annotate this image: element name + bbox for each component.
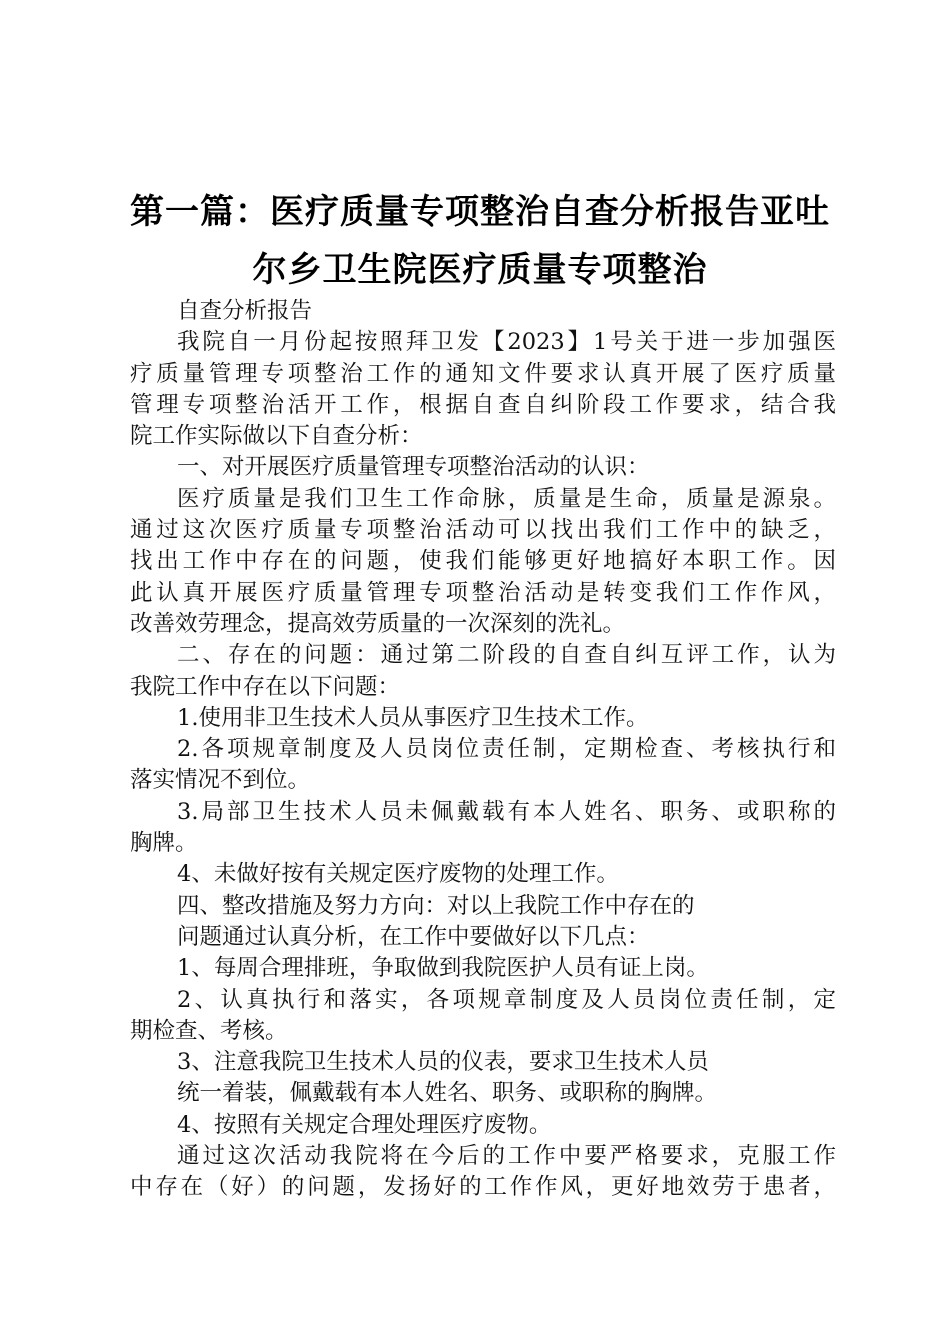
body-line: 通过这次医疗质量专项整治活动可以找出我们工作中的缺乏， [130,517,836,544]
body-line: 4、未做好按有关规定医疗废物的处理工作。 [177,861,619,888]
body-line: 2.各项规章制度及人员岗位责任制，定期检查、考核执行和 [177,736,836,763]
body-line: 改善效劳理念，提高效劳质量的一次深刻的洗礼。 [130,610,626,637]
body-line: 4、按照有关规定合理处理医疗废物。 [177,1111,552,1138]
body-line: 统一着装，佩戴载有本人姓名、职务、或职称的胸牌。 [177,1080,718,1107]
body-line: 1.使用非卫生技术人员从事医疗卫生技术工作。 [177,704,649,731]
body-line: 胸牌。 [130,830,198,857]
body-line: 期检查、考核。 [130,1017,288,1044]
body-line: 我院自一月份起按照拜卫发【2023】1号关于进一步加强医 [177,329,836,356]
body-line: 中存在（好）的问题，发扬好的工作作风，更好地效劳于患者， [130,1174,836,1201]
document-body [130,296,836,1204]
body-line: 3、注意我院卫生技术人员的仪表，要求卫生技术人员 [177,1049,709,1076]
body-line: 找出工作中存在的问题，使我们能够更好地搞好本职工作。因 [130,548,836,575]
body-line: 自查分析报告 [177,298,313,324]
body-line: 通过这次活动我院将在今后的工作中要严格要求，克服工作 [177,1143,836,1170]
body-line: 此认真开展医疗质量管理专项整治活动是转变我们工作作风， [130,579,836,606]
body-line: 管理专项整治活开工作，根据自查自纠阶段工作要求，结合我 [130,391,836,418]
title-line-2: 尔乡卫生院医疗质量专项整治 [252,250,708,290]
body-line: 落实情况不到位。 [130,767,311,794]
body-line: 3.局部卫生技术人员未佩戴载有本人姓名、职务、或职称的 [177,798,836,825]
title-line-1: 第一篇：医疗质量专项整治自查分析报告亚吐 [130,192,830,232]
body-line: 医疗质量是我们卫生工作命脉，质量是生命，质量是源泉。 [177,485,836,512]
body-line: 1、每周合理排班，争取做到我院医护人员有证上岗。 [177,955,709,982]
body-line: 院工作实际做以下自查分析： [130,423,423,450]
body-line: 一、对开展医疗质量管理专项整治活动的认识： [177,454,650,481]
body-line: 2、认真执行和落实，各项规章制度及人员岗位责任制，定 [177,986,836,1013]
body-line: 疗质量管理专项整治工作的通知文件要求认真开展了医疗质量 [130,360,836,387]
body-line: 问题通过认真分析，在工作中要做好以下几点： [177,923,650,950]
body-line: 我院工作中存在以下问题： [130,673,401,700]
document-title [100,183,860,299]
body-line: 二、存在的问题：通过第二阶段的自查自纠互评工作，认为 [177,642,836,669]
body-line: 四、整改措施及努力方向：对以上我院工作中存在的 [177,892,695,919]
